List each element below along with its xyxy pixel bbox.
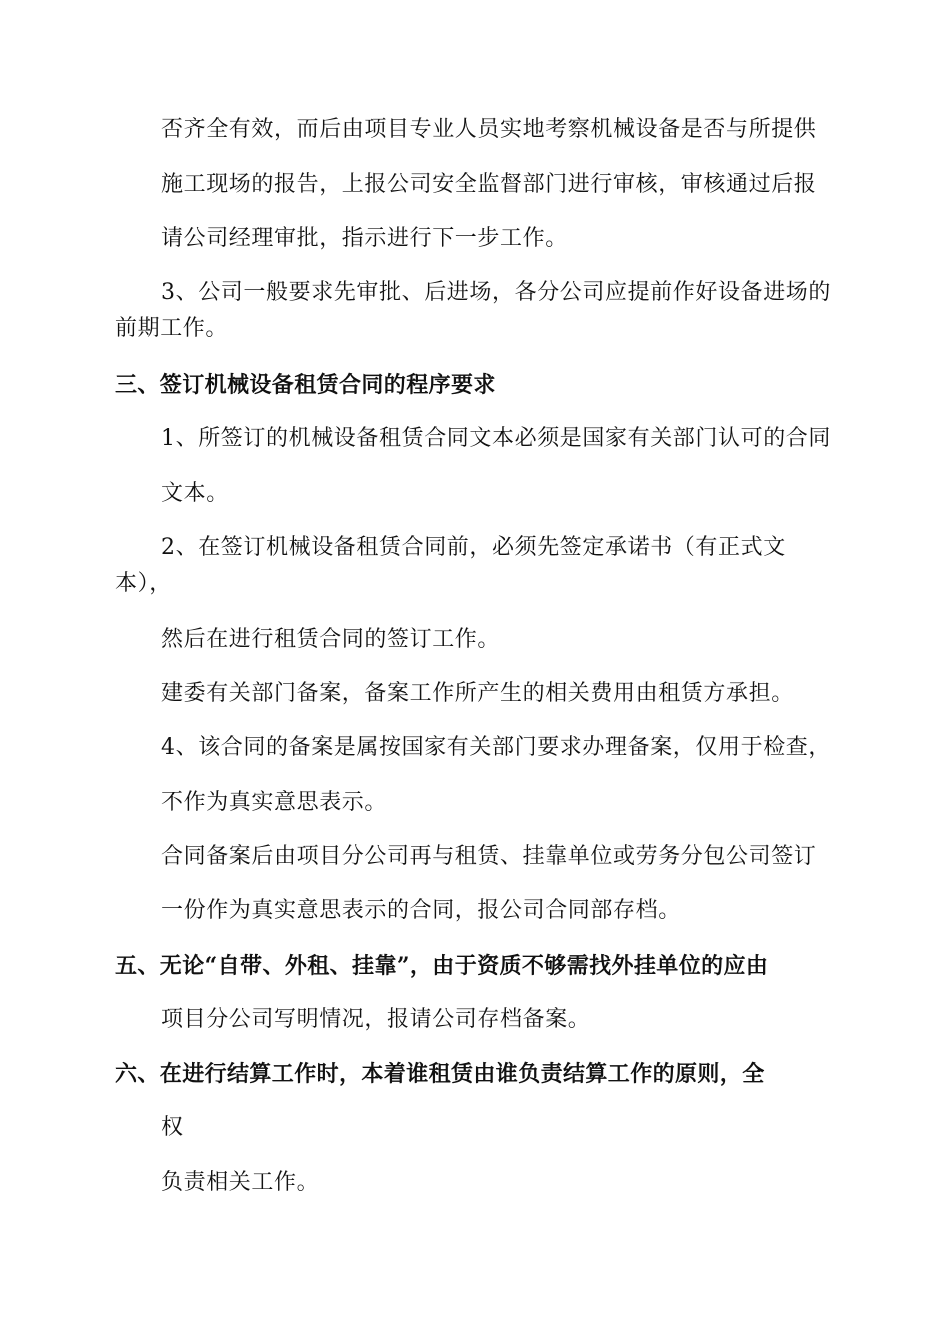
body-text-line: 权 [161, 1115, 184, 1140]
body-text-line: 建委有关部门备案，备案工作所产生的相关费用由租赁方承担。 [161, 681, 794, 706]
body-text-line: 合同备案后由项目分公司再与租赁、挂靠单位或劳务分包公司签订 [161, 844, 817, 869]
list-item-text: 3、公司一般要求先审批、后进场，各分公司应提前作好设备进场的 [161, 280, 831, 305]
list-item-text: 4、该合同的备案是属按国家有关部门要求办理备案，仅用于检查， [161, 735, 831, 760]
body-text-line: 然后在进行租赁合同的签订工作。 [161, 627, 501, 652]
body-text-line: 请公司经理审批，指示进行下一步工作。 [161, 226, 568, 251]
section-heading: 三、签订机械设备租赁合同的程序要求 [115, 372, 496, 398]
body-text-line: 一份作为真实意思表示的合同，报公司合同部存档。 [161, 898, 681, 923]
list-item-text: 1、所签订的机械设备租赁合同文本必须是国家有关部门认可的合同 [161, 426, 831, 451]
body-text-line: 前期工作。 [115, 316, 229, 341]
body-text-line: 负责相关工作。 [161, 1170, 320, 1195]
body-text-line: 不作为真实意思表示。 [161, 790, 388, 815]
body-text-line: 本）， [115, 571, 172, 596]
list-item-text: 2、在签订机械设备租赁合同前，必须先签定承诺书（有正式文 [161, 535, 786, 560]
section-heading: 五、无论“自带、外租、挂靠”，由于资质不够需找外挂单位的应由 [115, 953, 769, 979]
body-text-line: 文本。 [161, 481, 229, 506]
body-text-line: 否齐全有效，而后由项目专业人员实地考察机械设备是否与所提供 [161, 117, 817, 142]
body-text-line: 项目分公司写明情况，报请公司存档备案。 [161, 1007, 591, 1032]
section-heading: 六、在进行结算工作时，本着谁租赁由谁负责结算工作的原则，全 [115, 1061, 765, 1087]
body-text-line: 施工现场的报告，上报公司安全监督部门进行审核，审核通过后报 [161, 172, 817, 197]
